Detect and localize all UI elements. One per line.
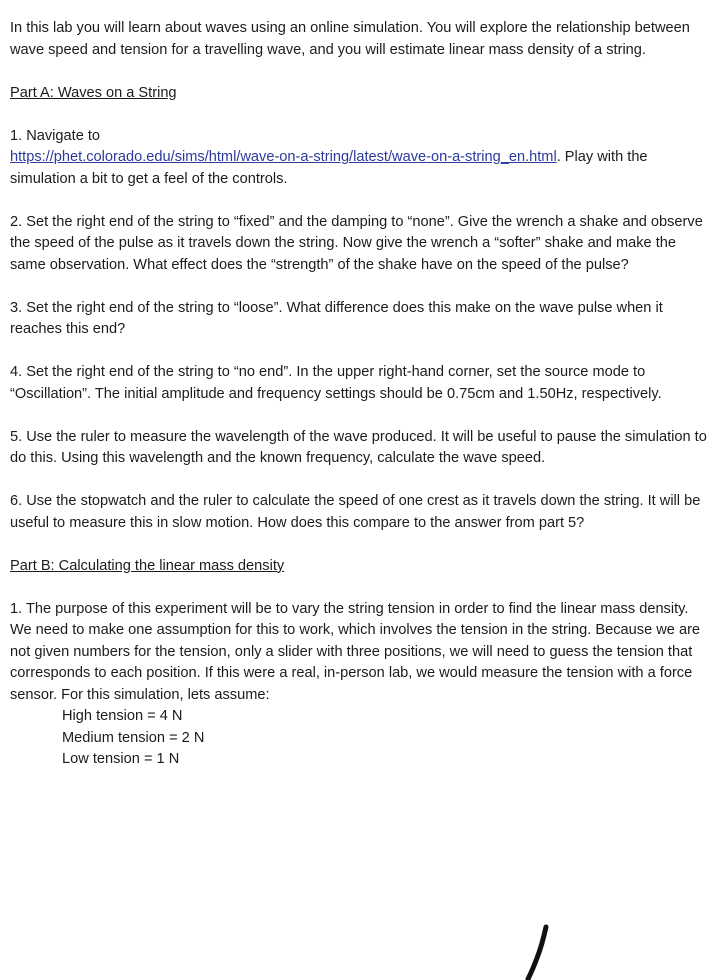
part-a-step-3: 3. Set the right end of the string to “loose”. What difference does this make on the wave pulse when it reaches this end? <box>10 299 663 337</box>
part-b-step-1: 1. The purpose of this experiment will be to vary the string tension in order to find the linear mass density. We need to make one assumption for this to work, which involves the tension in the string. Because we are not given numbers for the tension, only a slider with three positions, we will need to guess the tension that corresponds to each position. If this were a real, in-person lab, we would measure the tension with a force sensor. For this simulation, lets assume: <box>10 600 701 703</box>
tension-list <box>10 706 710 771</box>
part-a-step-5: 5. Use the ruler to measure the wavelength of the wave produced. It will be useful to pause the simulation to do this. Using this wavelength and the known frequency, calculate the wave speed. <box>10 428 707 466</box>
part-a-step-2: 2. Set the right end of the string to “fixed” and the damping to “none”. Give the wrench a shake and observe the speed of the pulse as it travels down the string. Now give the wrench a “softer” shake and make the same observation. What effect does the “strength” of the shake have on the speed of the pulse? <box>10 213 703 273</box>
simulation-link[interactable]: https://phet.colorado.edu/sims/html/wave-on-a-string/latest/wave-on-a-string_en.html <box>10 149 557 165</box>
part-a-step-1 <box>10 126 710 191</box>
step-1-suffix: . Play with the simulation a bit to get a feel of the controls. <box>10 149 648 187</box>
part-a-heading: Part A: Waves on a String <box>10 84 177 101</box>
part-a-step-6: 6. Use the stopwatch and the ruler to calculate the speed of one crest as it travels down the string. It will be useful to measure this in slow motion. How does this compare to the answer from part 5? <box>10 493 701 531</box>
high-tension: High tension = 4 N <box>62 708 183 724</box>
part-a-step-4: 4. Set the right end of the string to “no end”. In the upper right-hand corner, set the source mode to “Oscillation”. The initial amplitude and frequency settings should be 0.75cm and 1.50Hz, respectively. <box>10 364 662 402</box>
intro-paragraph: In this lab you will learn about waves using an online simulation. You will explore the relationship between wave speed and tension for a travelling wave, and you will estimate linear mass density of a string. <box>10 20 690 58</box>
handwritten-pen-stroke <box>522 924 552 980</box>
step-1-prefix: 1. Navigate to <box>10 127 101 144</box>
low-tension: Low tension = 1 N <box>62 751 180 767</box>
document-page <box>10 18 710 771</box>
medium-tension: Medium tension = 2 N <box>62 729 205 746</box>
part-b-heading: Part B: Calculating the linear mass density <box>10 557 285 574</box>
